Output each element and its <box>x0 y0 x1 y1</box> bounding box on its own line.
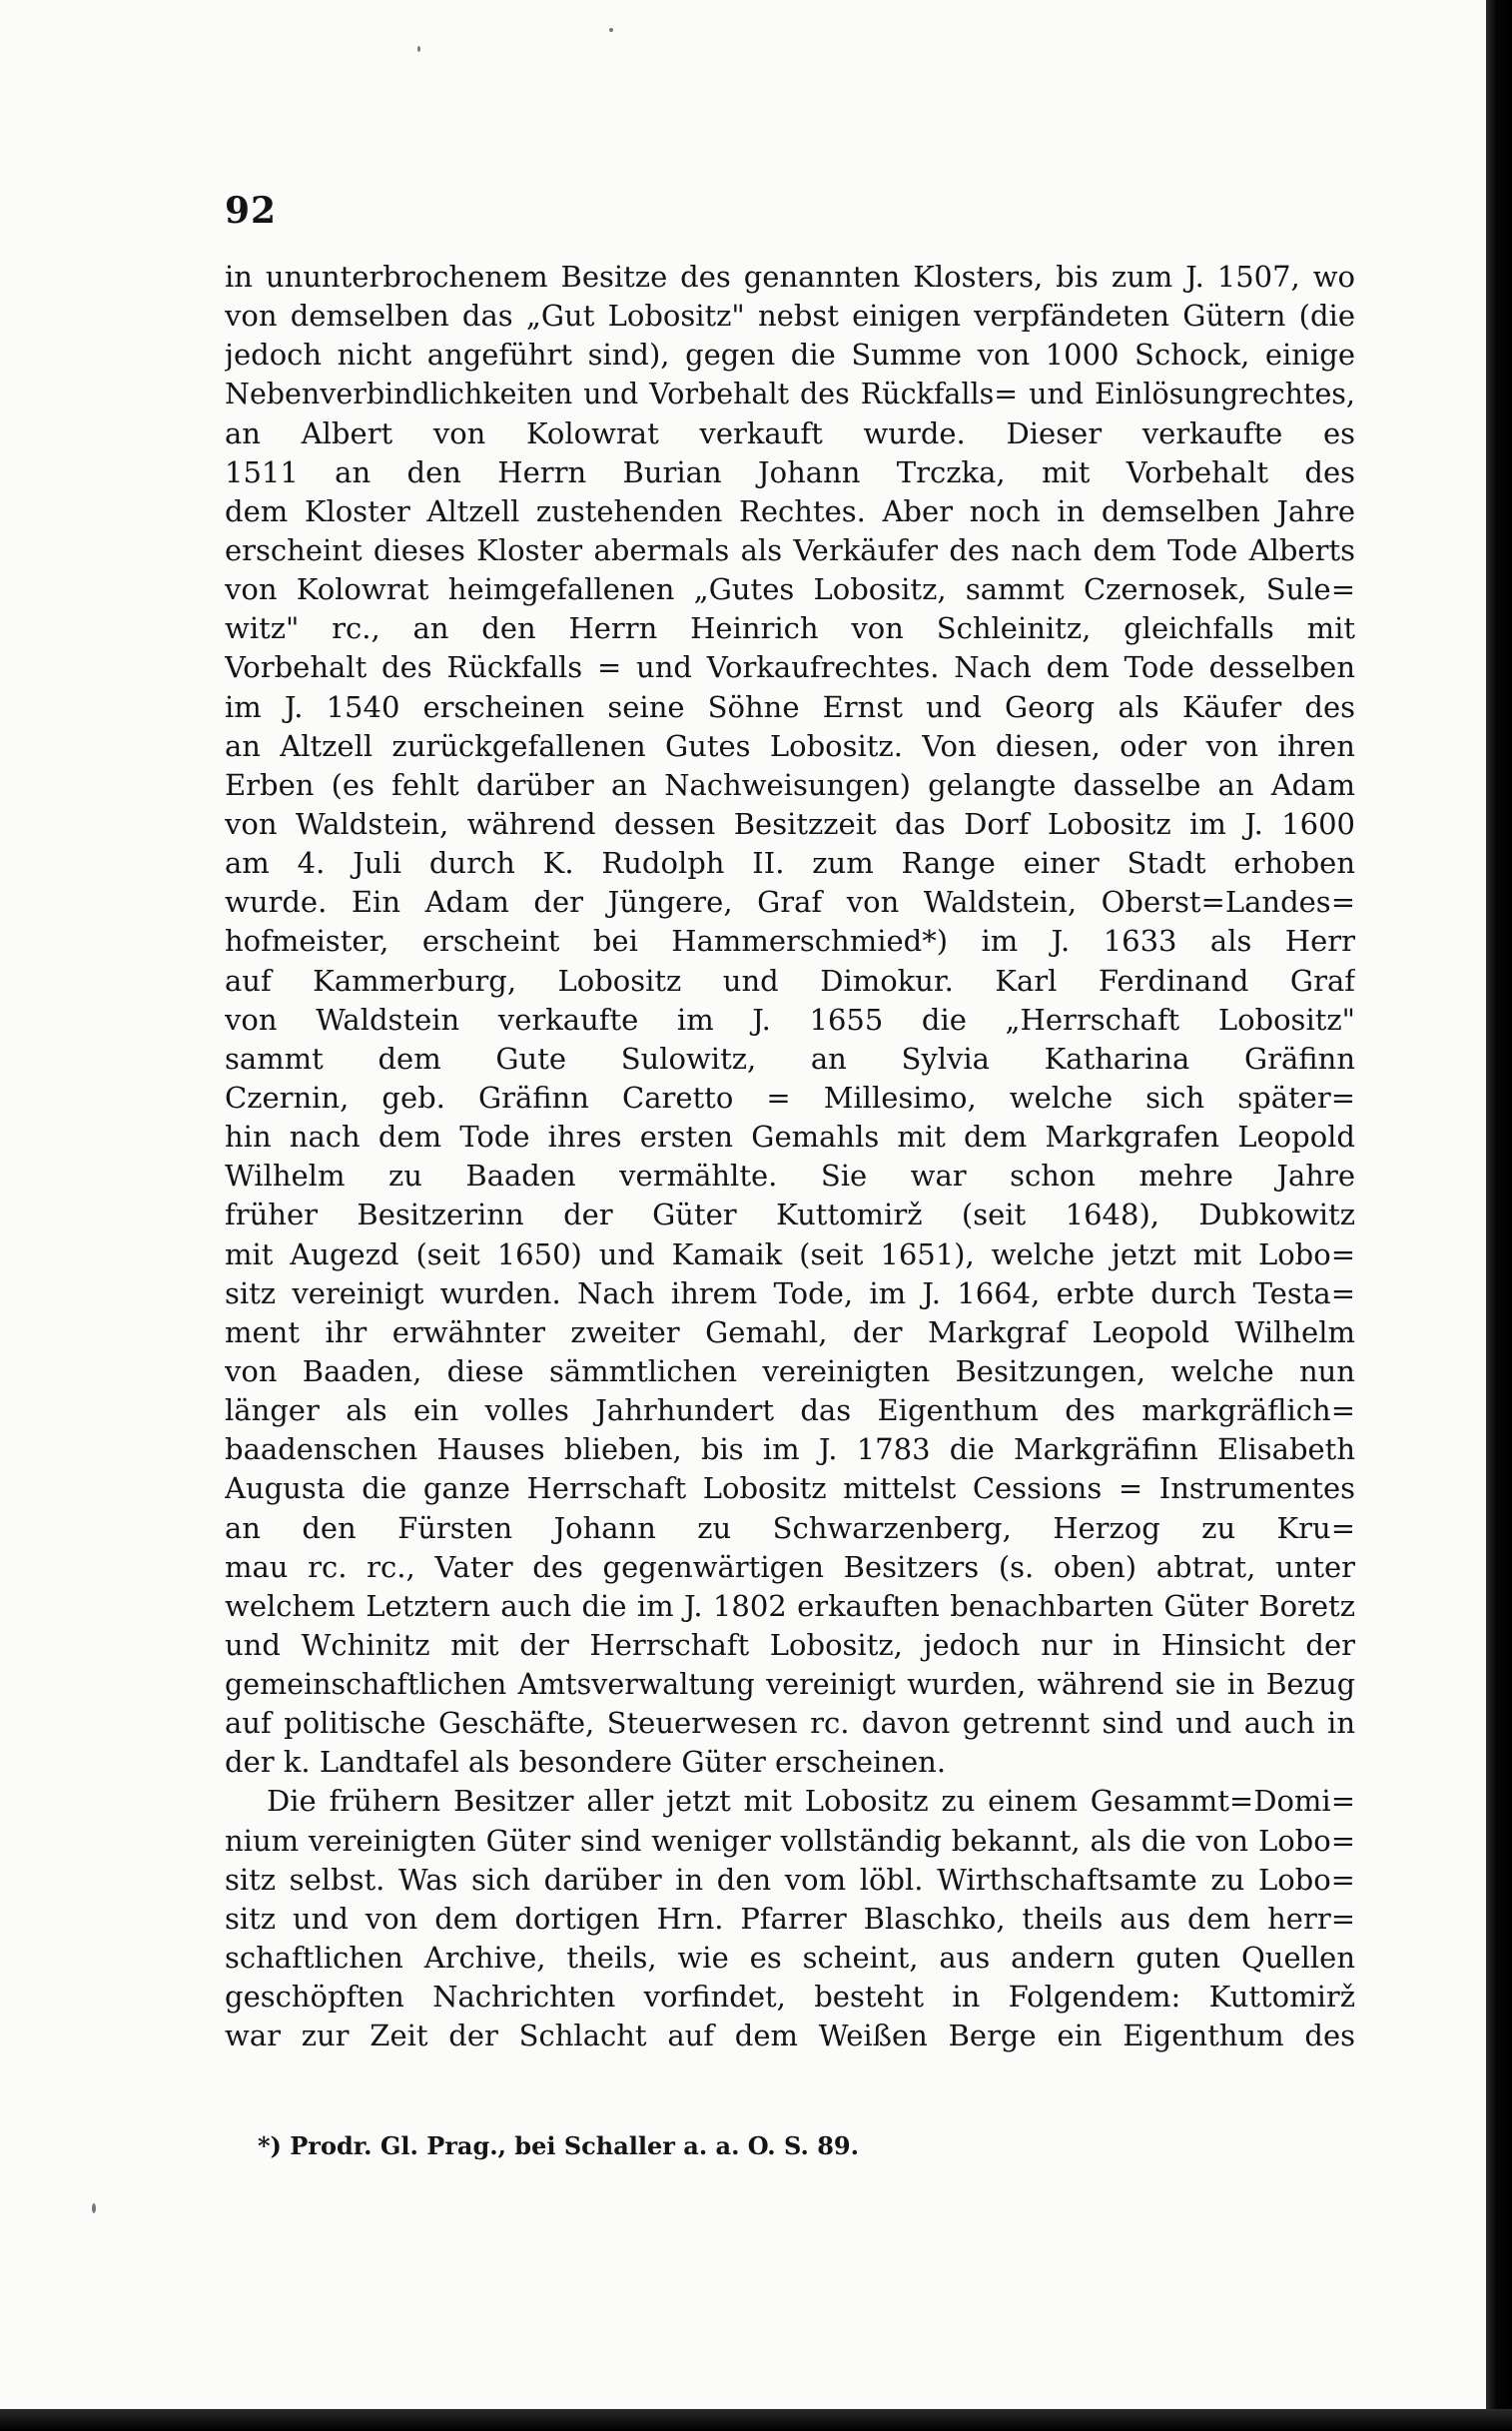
text-line: an Altzell zurückgefallenen Gutes Lobositz. Von diesen, oder von ihren <box>225 728 1355 763</box>
text-line: gemeinschaftlichen Amtsverwaltung vereinigt wurden, während sie in Bezug <box>225 1668 1355 1702</box>
text-line: schaftlichen Archive, theils, wie es scheint, aus andern guten Quellen <box>225 1941 1355 1976</box>
text-line: von Waldstein, während dessen Besitzzeit das Dorf Lobositz im J. 1600 <box>225 806 1355 841</box>
text-line: dem Kloster Altzell zustehenden Rechtes. Aber noch in demselben Jahre <box>225 493 1355 528</box>
text-line: erscheint dieses Kloster abermals als Verkäufer des nach dem Tode Alberts <box>225 532 1355 567</box>
text-line: an den Fürsten Johann zu Schwarzenberg, Herzog zu Kru= <box>225 1510 1355 1545</box>
text-line: Nebenverbindlichkeiten und Vorbehalt des Rückfalls= und Einlösungrechtes, <box>225 378 1355 411</box>
text-line: von Kolowrat heimgefallenen „Gutes Lobositz, sammt Czernosek, Sule= <box>225 572 1355 607</box>
page-number: 92 <box>225 190 278 232</box>
text-line: Erben (es fehlt darüber an Nachweisungen) gelangte dasselbe an Adam <box>225 767 1355 802</box>
text-line: sammt dem Gute Sulowitz, an Sylvia Katharina Gräfinn <box>225 1041 1355 1076</box>
text-line: mit Augezd (seit 1650) und Kamaik (seit 1651), welche jetzt mit Lobo= <box>225 1236 1355 1271</box>
scan-speck <box>92 2203 96 2213</box>
text-line: und Wchinitz mit der Herrschaft Lobositz, jedoch nur in Hinsicht der <box>225 1627 1355 1662</box>
text-line: Die frühern Besitzer aller jetzt mit Lobositz zu einem Gesammt=Domi= <box>267 1784 1355 1819</box>
text-line: in ununterbrochenem Besitze des genannten Klosters, bis zum J. 1507, wo <box>225 260 1355 294</box>
text-line: am 4. Juli durch K. Rudolph II. zum Range einer Stadt erhoben <box>225 846 1355 881</box>
text-line: witz" rc., an den Herrn Heinrich von Schleinitz, gleichfalls mit <box>225 611 1355 646</box>
text-line: geschöpften Nachrichten vorfindet, besteht in Folgendem: Kuttomirž <box>225 1980 1355 2015</box>
text-line: von Baaden, diese sämmtlichen vereinigten Besitzungen, welche nun <box>225 1353 1355 1388</box>
text-line: welchem Letztern auch die im J. 1802 erkauften benachbarten Güter Boretz <box>225 1588 1355 1623</box>
scan-edge-bottom <box>0 2409 1512 2431</box>
text-line: jedoch nicht angeführt sind), gegen die Summe von 1000 Schock, einige <box>225 338 1355 373</box>
scan-speck <box>609 28 613 32</box>
text-line: auf Kammerburg, Lobositz und Dimokur. Karl Ferdinand Graf <box>225 963 1355 998</box>
text-line: Wilhelm zu Baaden vermählte. Sie war schon mehre Jahre <box>225 1159 1355 1194</box>
text-line: von demselben das „Gut Lobositz" nebst einigen verpfändeten Gütern (die <box>225 299 1355 334</box>
text-line: an Albert von Kolowrat verkauft wurde. Dieser verkaufte es <box>225 415 1355 450</box>
text-line: baadenschen Hauses blieben, bis im J. 1783 die Markgräfinn Elisabeth <box>225 1432 1355 1467</box>
text-line: im J. 1540 erscheinen seine Söhne Ernst und Georg als Käufer des <box>225 689 1355 724</box>
text-line: auf politische Geschäfte, Steuerwesen rc. davon getrennt sind und auch in <box>225 1706 1355 1741</box>
text-line: Czernin, geb. Gräfinn Caretto = Millesimo, welche sich später= <box>225 1080 1355 1115</box>
body-text <box>225 258 1355 2055</box>
scan-speck <box>417 46 420 52</box>
text-line: sitz vereinigt wurden. Nach ihrem Tode, im J. 1664, erbte durch Testa= <box>225 1275 1355 1310</box>
text-line: länger als ein volles Jahrhundert das Eigenthum des markgräflich= <box>225 1393 1355 1428</box>
text-line: sitz selbst. Was sich darüber in den vom löbl. Wirthschaftsamte zu Lobo= <box>225 1862 1355 1897</box>
text-line: ment ihr erwähnter zweiter Gemahl, der Markgraf Leopold Wilhelm <box>225 1314 1355 1349</box>
text-line: hin nach dem Tode ihres ersten Gemahls mit dem Markgrafen Leopold <box>225 1120 1355 1155</box>
text-line: wurde. Ein Adam der Jüngere, Graf von Waldstein, Oberst=Landes= <box>225 885 1355 920</box>
text-line: nium vereinigten Güter sind weniger vollständig bekannt, als die von Lobo= <box>225 1823 1355 1858</box>
footnote: *) Prodr. Gl. Prag., bei Schaller a. a. O. S. 89. <box>258 2131 859 2160</box>
text-line: Augusta die ganze Herrschaft Lobositz mittelst Cessions = Instrumentes <box>225 1471 1355 1506</box>
text-line: hofmeister, erscheint bei Hammerschmied*) im J. 1633 als Herr <box>225 924 1355 959</box>
text-line: mau rc. rc., Vater des gegenwärtigen Besitzers (s. oben) abtrat, unter <box>225 1549 1355 1584</box>
text-line: Vorbehalt des Rückfalls = und Vorkaufrechtes. Nach dem Tode desselben <box>225 650 1355 685</box>
text-line: war zur Zeit der Schlacht auf dem Weißen Berge ein Eigenthum des <box>225 2019 1355 2053</box>
text-line: sitz und von dem dortigen Hrn. Pfarrer Blaschko, theils aus dem herr= <box>225 1901 1355 1936</box>
text-line: der k. Landtafel als besondere Güter erscheinen. <box>225 1745 947 1780</box>
text-line: 1511 an den Herrn Burian Johann Trczka, mit Vorbehalt des <box>225 454 1355 489</box>
text-line: früher Besitzerinn der Güter Kuttomirž (seit 1648), Dubkowitz <box>225 1198 1355 1232</box>
text-line: von Waldstein verkaufte im J. 1655 die „Herrschaft Lobositz" <box>225 1002 1355 1037</box>
scan-edge-right <box>1486 0 1512 2431</box>
